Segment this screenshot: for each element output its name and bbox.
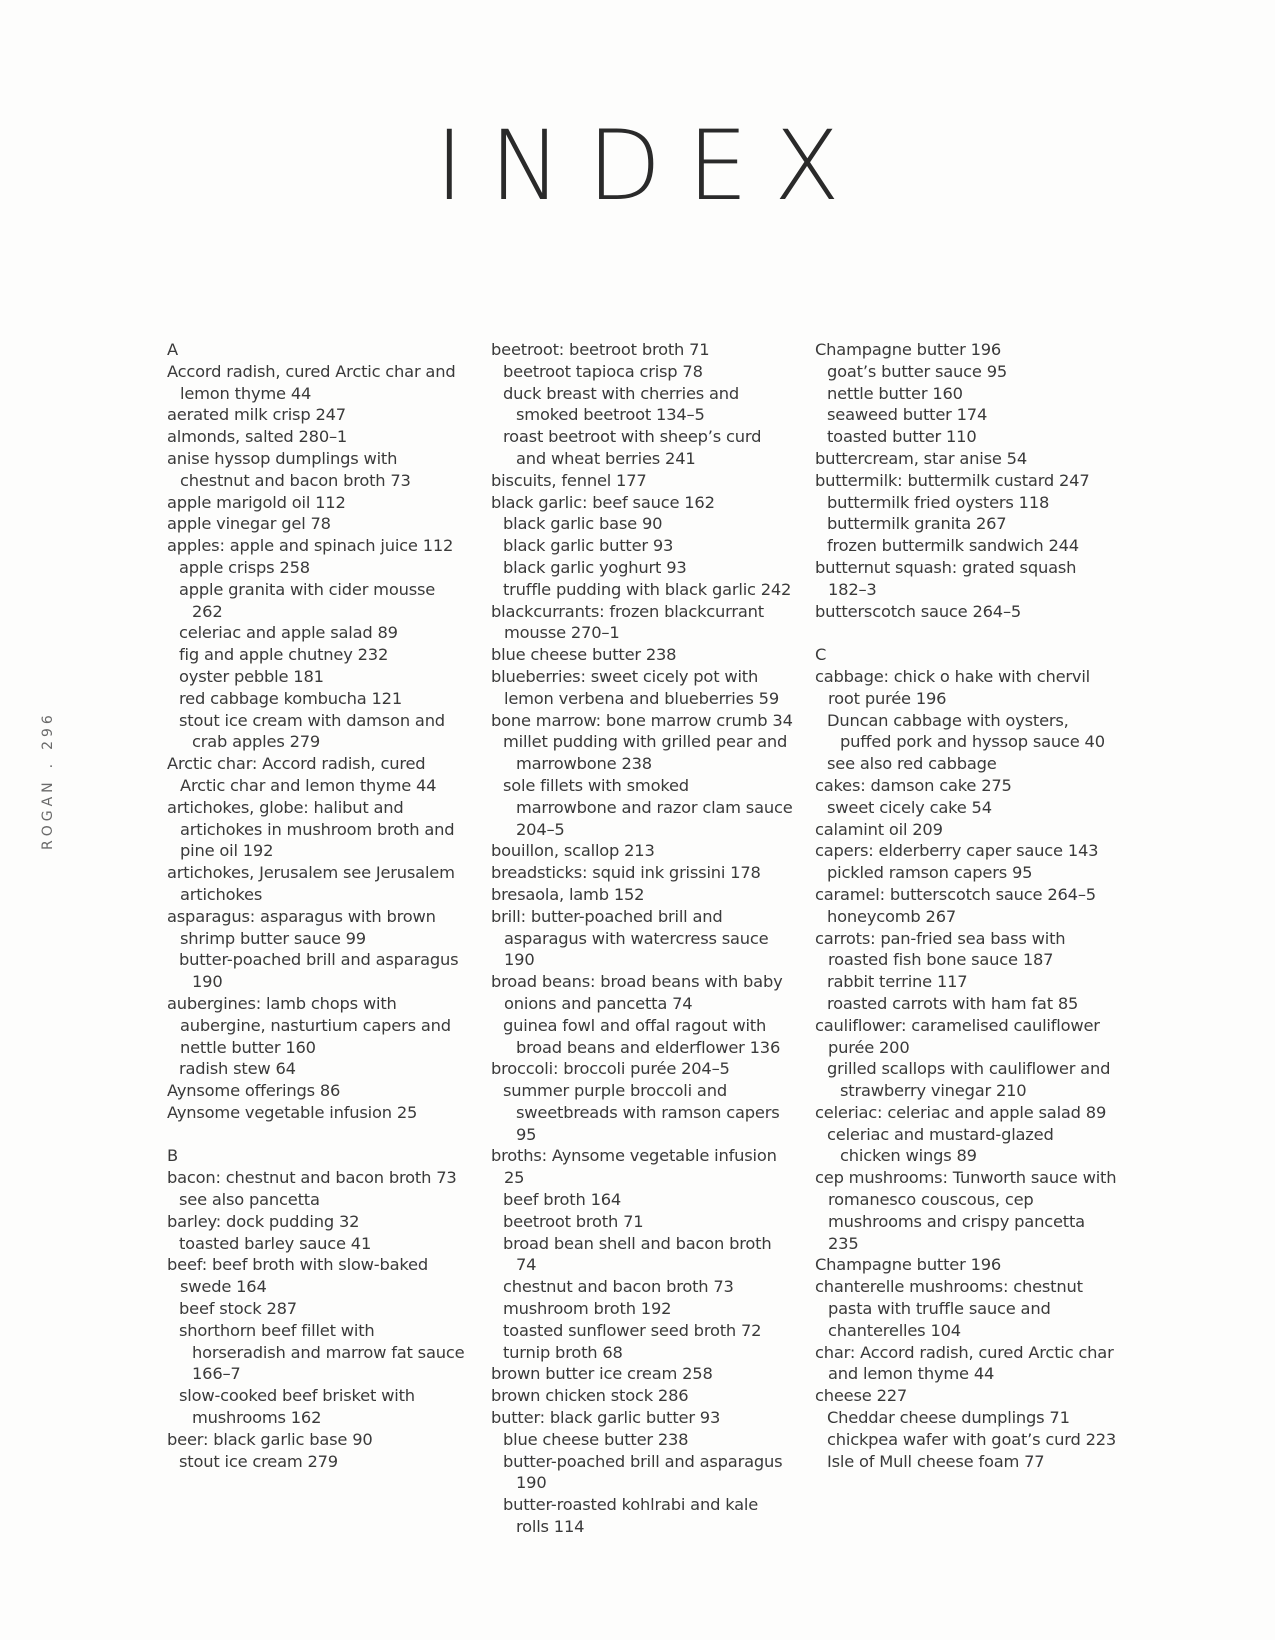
index-subentry: celeriac and mustard-glazed chicken wings 89 <box>827 1124 1054 1166</box>
section-letter: B <box>167 1146 178 1166</box>
index-column-1 <box>167 339 469 1472</box>
index-subentry: millet pudding with grilled pear and marrowbone 238 <box>503 732 788 774</box>
index-entry: Aynsome offerings 86 <box>167 1081 341 1101</box>
section-letter: A <box>167 340 178 359</box>
index-column-2 <box>491 339 793 1538</box>
index-subentry: stout ice cream with damson and crab apples 279 <box>179 710 445 752</box>
index-subentry: toasted barley sauce 41 <box>179 1233 372 1253</box>
index-subentry: red cabbage kombucha 121 <box>179 688 402 708</box>
index-subentry: summer purple broccoli and sweetbreads with ramson capers 95 <box>503 1081 780 1144</box>
index-entry: bone marrow: bone marrow crumb 34 <box>491 710 793 730</box>
index-entry: beef: beef broth with slow-baked swede 164 <box>167 1255 428 1297</box>
index-subentry: pickled ramson capers 95 <box>827 863 1033 883</box>
index-subentry: guinea fowl and offal ragout with broad beans and elderflower 136 <box>503 1015 781 1057</box>
index-entry: brown butter ice cream 258 <box>491 1364 713 1384</box>
index-entry: Accord radish, cured Arctic char and lemon thyme 44 <box>167 361 456 403</box>
index-entry: broccoli: broccoli purée 204–5 <box>491 1059 730 1079</box>
index-entry: apple marigold oil 112 <box>167 492 346 512</box>
index-entry: asparagus: asparagus with brown shrimp butter sauce 99 <box>167 906 436 948</box>
section-letter: C <box>815 645 827 665</box>
index-subentry: seaweed butter 174 <box>827 405 988 425</box>
index-entry: caramel: butterscotch sauce 264–5 <box>815 884 1096 904</box>
index-entry: calamint oil 209 <box>815 819 943 839</box>
index-subentry: see also red cabbage <box>827 754 997 774</box>
index-subentry: beetroot broth 71 <box>503 1211 644 1231</box>
index-subentry: Isle of Mull cheese foam 77 <box>827 1451 1045 1471</box>
index-subentry: toasted butter 110 <box>827 427 977 447</box>
index-subentry: sole fillets with smoked marrowbone and razor clam sauce 204–5 <box>503 775 793 839</box>
index-entry: butternut squash: grated squash 182–3 <box>815 557 1077 599</box>
index-subentry: oyster pebble 181 <box>179 666 324 686</box>
index-subentry: turnip broth 68 <box>503 1342 623 1362</box>
index-column-3 <box>815 339 1117 1472</box>
index-subentry: slow-cooked beef brisket with mushrooms 162 <box>179 1386 415 1428</box>
index-entry: cakes: damson cake 275 <box>815 775 1012 795</box>
index-entry: buttercream, star anise 54 <box>815 448 1027 468</box>
index-entry: Champagne butter 196 <box>815 340 1002 359</box>
index-subentry: beef broth 164 <box>503 1190 622 1210</box>
index-subentry: rabbit terrine 117 <box>827 972 968 992</box>
index-subentry: stout ice cream 279 <box>179 1451 338 1471</box>
index-entry: beer: black garlic base 90 <box>167 1429 373 1449</box>
index-subentry: apple granita with cider mousse 262 <box>179 579 436 621</box>
running-head-book: ROGAN <box>40 778 56 850</box>
index-entry: anise hyssop dumplings with chestnut and bacon broth 73 <box>167 448 411 490</box>
index-subentry: apple crisps 258 <box>179 557 310 577</box>
index-entry: butter: black garlic butter 93 <box>491 1408 721 1428</box>
index-entry: buttermilk: buttermilk custard 247 <box>815 470 1090 490</box>
index-subentry: roasted carrots with ham fat 85 <box>827 993 1079 1013</box>
index-subentry: shorthorn beef fillet with horseradish and marrow fat sauce 166–7 <box>179 1320 465 1384</box>
index-entry: artichokes, Jerusalem see Jerusalem artichokes <box>167 863 455 904</box>
index-entry: beetroot: beetroot broth 71 <box>491 340 710 359</box>
index-entry: bresaola, lamb 152 <box>491 884 645 904</box>
running-head-page-number: 296 <box>40 711 56 750</box>
index-subentry: goat’s butter sauce 95 <box>827 361 1008 381</box>
index-entry: apple vinegar gel 78 <box>167 514 331 534</box>
index-entry: cep mushrooms: Tunworth sauce with romanesco couscous, cep mushrooms and crispy pancetta 235 <box>815 1168 1117 1253</box>
index-entry: blueberries: sweet cicely pot with lemon verbena and blueberries 59 <box>491 666 779 708</box>
index-entry: blackcurrants: frozen blackcurrant mousse 270–1 <box>491 601 764 643</box>
index-subentry: butter-poached brill and asparagus 190 <box>179 950 459 992</box>
index-subentry: blue cheese butter 238 <box>503 1429 689 1449</box>
index-entry: butterscotch sauce 264–5 <box>815 601 1022 621</box>
index-entry: chanterelle mushrooms: chestnut pasta with truffle sauce and chanterelles 104 <box>815 1277 1083 1340</box>
index-subentry: broad bean shell and bacon broth 74 <box>503 1233 772 1275</box>
index-entry: broths: Aynsome vegetable infusion 25 <box>491 1146 777 1188</box>
index-subentry: chickpea wafer with goat’s curd 223 <box>827 1429 1117 1449</box>
index-entry: almonds, salted 280–1 <box>167 427 348 447</box>
index-subentry: sweet cicely cake 54 <box>827 797 992 817</box>
index-subentry: nettle butter 160 <box>827 383 963 403</box>
index-entry: char: Accord radish, cured Arctic char and lemon thyme 44 <box>815 1342 1114 1384</box>
index-subentry: roast beetroot with sheep’s curd and wheat berries 241 <box>503 427 762 468</box>
index-entry: brown chicken stock 286 <box>491 1386 689 1406</box>
index-entry: black garlic: beef sauce 162 <box>491 492 715 512</box>
index-subentry: Duncan cabbage with oysters, puffed pork and hyssop sauce 40 <box>827 710 1105 752</box>
section-gap <box>167 1124 469 1146</box>
running-head: ROGAN.296 <box>40 711 56 850</box>
index-subentry: mushroom broth 192 <box>503 1299 672 1319</box>
index-entry: artichokes, globe: halibut and artichokes in mushroom broth and pine oil 192 <box>167 797 455 861</box>
index-entry: carrots: pan-fried sea bass with roasted fish bone sauce 187 <box>815 928 1066 970</box>
index-subentry: butter-roasted kohlrabi and kale rolls 114 <box>503 1495 759 1537</box>
index-entry: celeriac: celeriac and apple salad 89 <box>815 1102 1107 1122</box>
index-subentry: grilled scallops with cauliflower and strawberry vinegar 210 <box>827 1059 1111 1101</box>
index-subentry: radish stew 64 <box>179 1059 296 1079</box>
page-title: INDEX <box>435 110 866 222</box>
index-entry: breadsticks: squid ink grissini 178 <box>491 863 761 883</box>
index-subentry: black garlic yoghurt 93 <box>503 557 687 577</box>
index-subentry: black garlic base 90 <box>503 514 663 534</box>
index-entry: brill: butter-poached brill and asparagus with watercress sauce 190 <box>491 906 769 970</box>
index-entry: cabbage: chick o hake with chervil root purée 196 <box>815 666 1090 708</box>
index-entry: aerated milk crisp 247 <box>167 405 346 425</box>
index-entry: Champagne butter 196 <box>815 1255 1002 1275</box>
index-subentry: duck breast with cherries and smoked beetroot 134–5 <box>503 383 740 425</box>
index-entry: aubergines: lamb chops with aubergine, nasturtium capers and nettle butter 160 <box>167 993 451 1057</box>
index-subentry: beetroot tapioca crisp 78 <box>503 361 703 381</box>
index-entry: blue cheese butter 238 <box>491 645 677 665</box>
index-subentry: fig and apple chutney 232 <box>179 645 389 665</box>
index-subentry: frozen buttermilk sandwich 244 <box>827 536 1079 556</box>
index-entry: cauliflower: caramelised cauliflower purée 200 <box>815 1015 1100 1057</box>
index-subentry: buttermilk granita 267 <box>827 514 1007 534</box>
index-subentry: see also pancetta <box>179 1190 320 1210</box>
index-entry: broad beans: broad beans with baby onions and pancetta 74 <box>491 972 783 1013</box>
index-subentry: black garlic butter 93 <box>503 536 674 556</box>
index-entry: cheese 227 <box>815 1386 908 1406</box>
index-subentry: Cheddar cheese dumplings 71 <box>827 1408 1070 1428</box>
index-subentry: truffle pudding with black garlic 242 <box>503 579 792 599</box>
index-subentry: beef stock 287 <box>179 1299 297 1319</box>
index-subentry: honeycomb 267 <box>827 906 957 926</box>
index-entry: bouillon, scallop 213 <box>491 841 655 861</box>
index-subentry: chestnut and bacon broth 73 <box>503 1277 734 1297</box>
index-subentry: butter-poached brill and asparagus 190 <box>503 1451 783 1493</box>
index-subentry: buttermilk fried oysters 118 <box>827 492 1050 512</box>
index-entry: Arctic char: Accord radish, cured Arctic char and lemon thyme 44 <box>167 754 437 795</box>
section-gap <box>815 622 1117 644</box>
index-entry: capers: elderberry caper sauce 143 <box>815 841 1099 861</box>
index-subentry: celeriac and apple salad 89 <box>179 623 398 643</box>
index-entry: apples: apple and spinach juice 112 <box>167 536 454 556</box>
index-entry: biscuits, fennel 177 <box>491 470 647 490</box>
index-entry: barley: dock pudding 32 <box>167 1211 360 1231</box>
index-entry: Aynsome vegetable infusion 25 <box>167 1102 418 1122</box>
index-entry: bacon: chestnut and bacon broth 73 <box>167 1168 457 1188</box>
index-subentry: toasted sunflower seed broth 72 <box>503 1320 762 1340</box>
